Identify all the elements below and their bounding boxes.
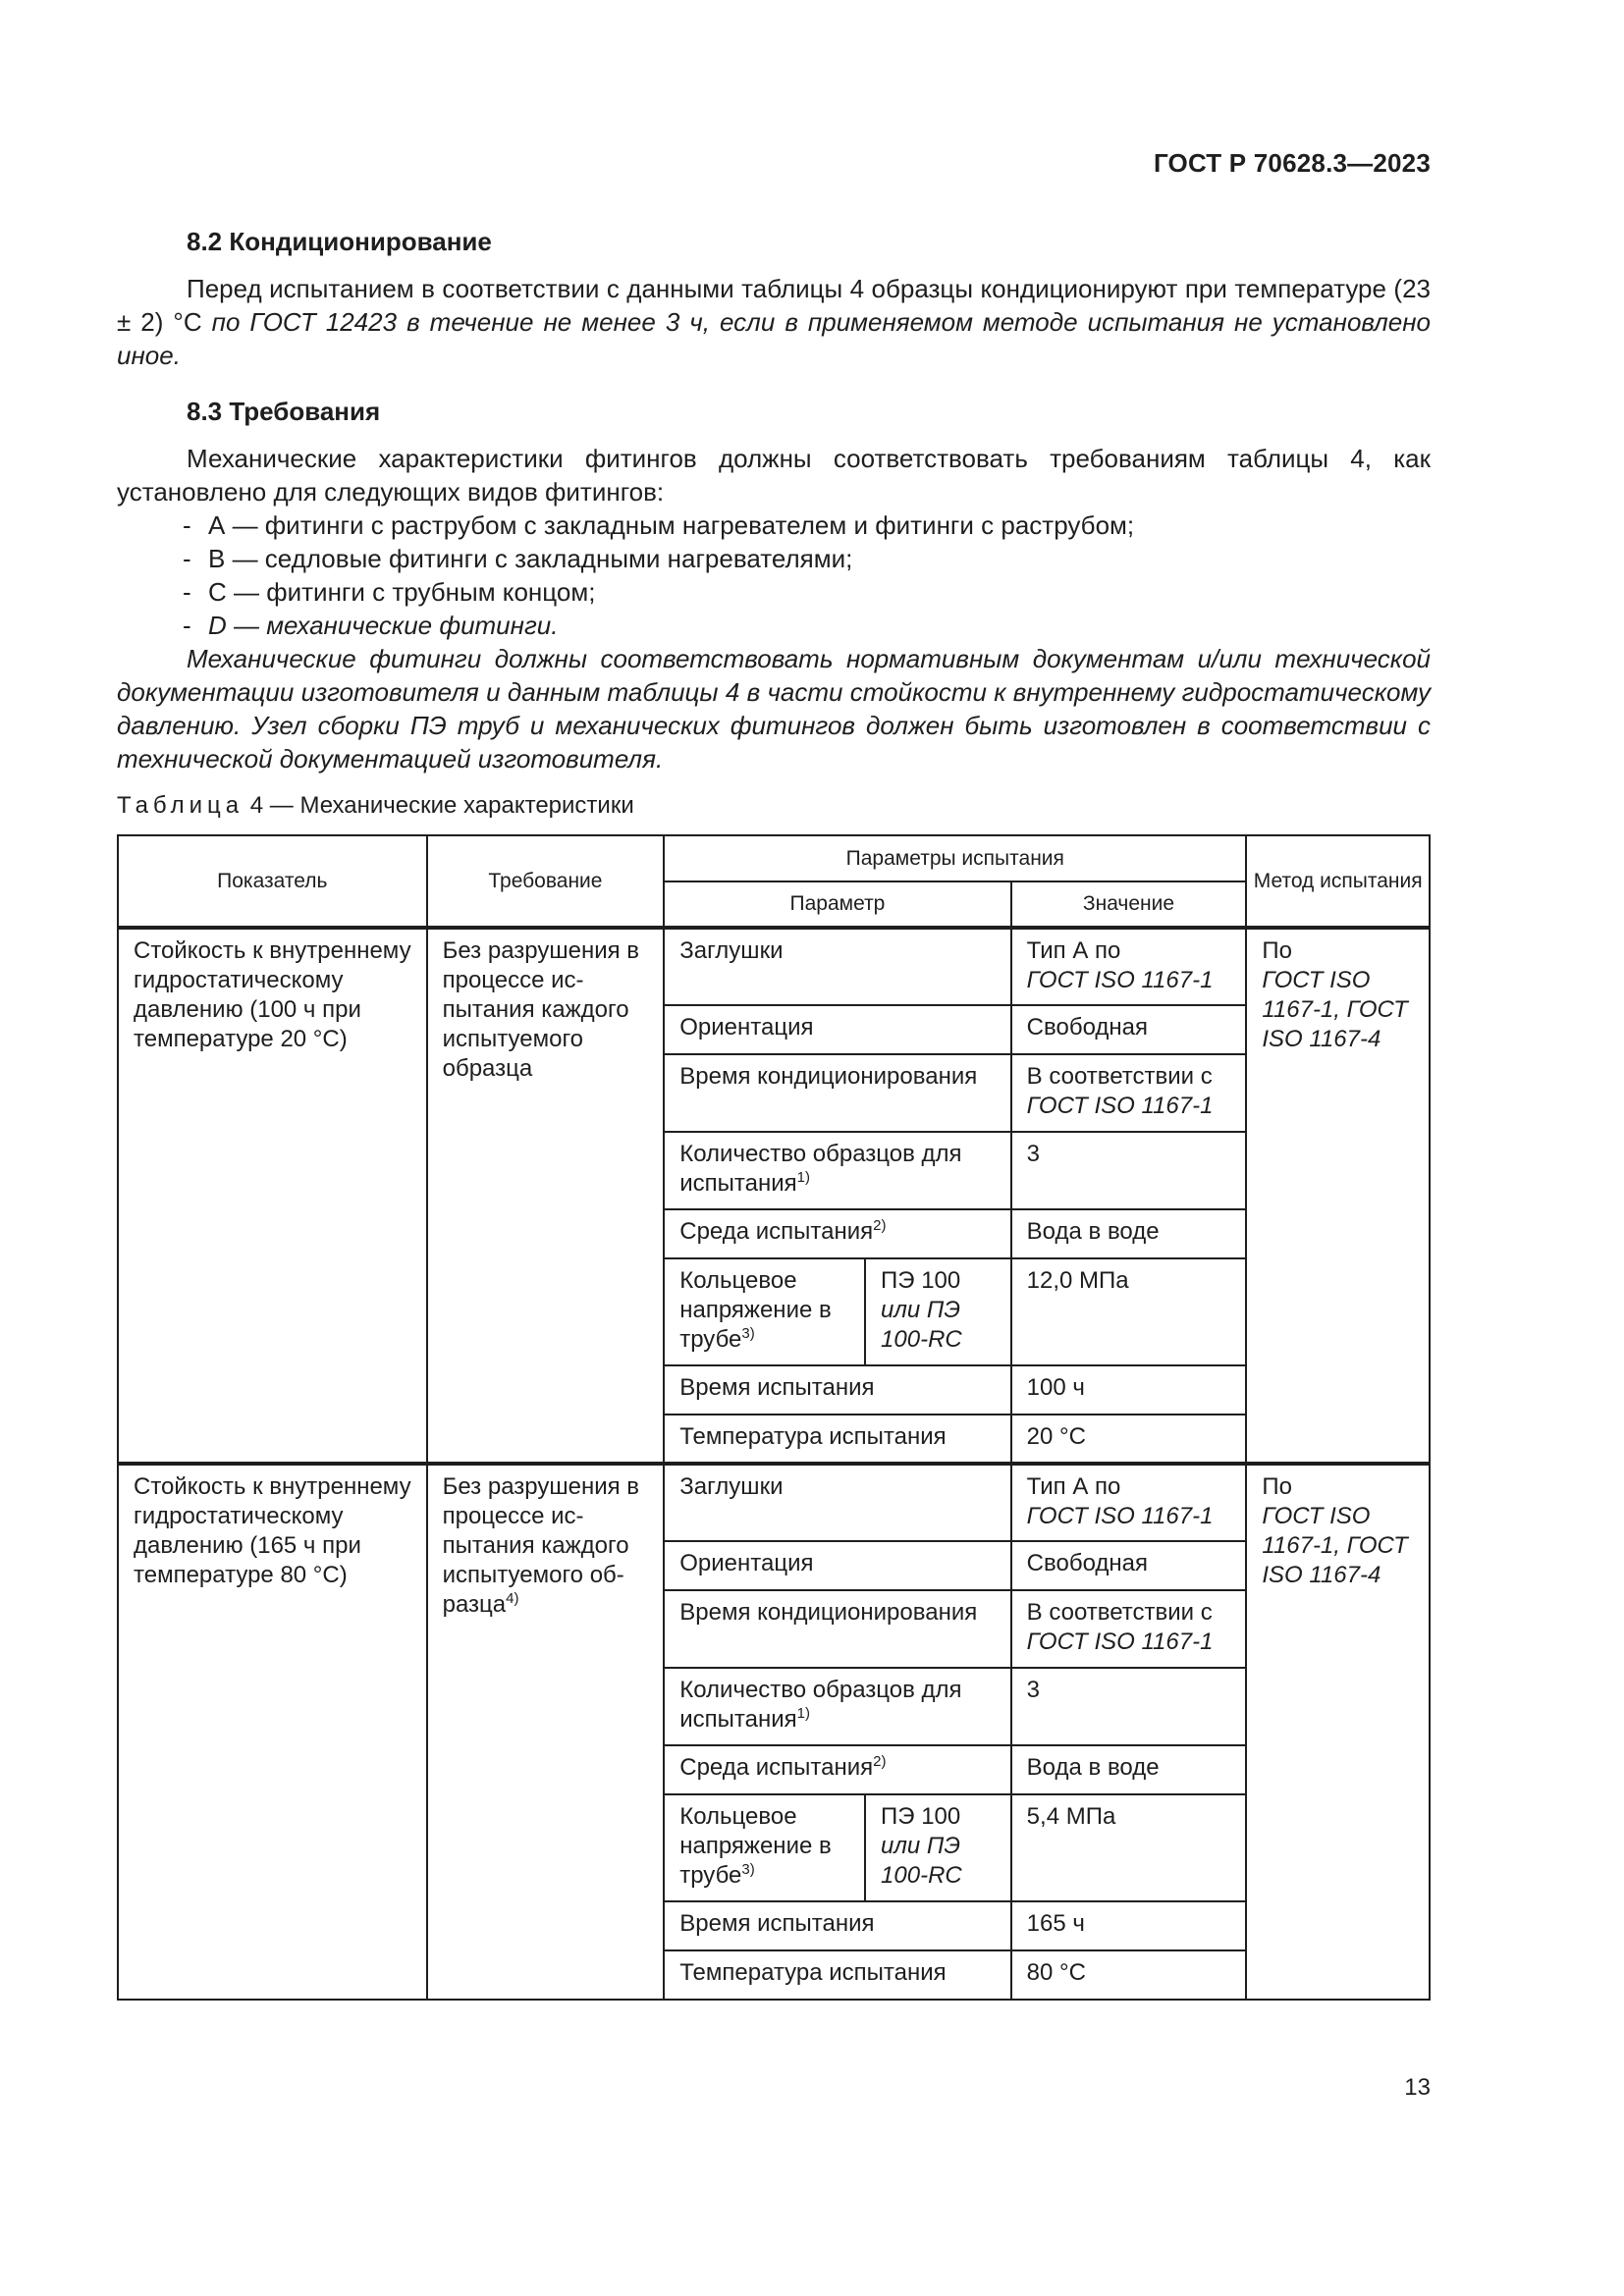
requirement-text: Без разрушения в процессе испытания каждого испытуемого образца (442, 1473, 640, 1618)
param-test-time: Время испытания (664, 1365, 1010, 1415)
method-standards: ГОСТ ISO 1167-1, ГОСТ ISO 1167-4 (1262, 1503, 1408, 1588)
conditioning-text: Перед испытанием в соответствии с данными таблицы 4 образцы кондиционируют при температуре (23 ± 2) °С (117, 274, 1431, 337)
list-item (117, 542, 1431, 575)
param-test-temperature: Температура испытания (664, 1950, 1010, 2000)
header-requirement: Требование (427, 835, 665, 928)
param-test-medium-label: Среда испытания (679, 1754, 874, 1781)
list-item (117, 609, 1431, 642)
value-test-medium: Вода в воде (1011, 1745, 1247, 1794)
param-test-medium (664, 1745, 1010, 1794)
list-item-text: С — фитинги с трубным концом; (208, 577, 596, 607)
test-medium-footnote: 2) (873, 1753, 887, 1770)
sample-count-footnote: 1) (796, 1705, 810, 1722)
param-hoop-stress (664, 1258, 865, 1365)
section-8-2-title: 8.2 Кондиционирование (187, 227, 492, 256)
material-italic: или ПЭ 100-RC (881, 1833, 962, 1889)
indicator-cell: Стойкость к внутреннему гидростатическому давлению (165 ч при температуре 80 °С) (118, 1464, 427, 2000)
param-conditioning-time: Время кондиционирования (664, 1590, 1010, 1668)
value-test-medium: Вода в воде (1011, 1209, 1247, 1258)
value-sample-count: 3 (1011, 1668, 1247, 1745)
list-item-text: А — фитинги с раструбом с закладным нагревателем и фитинги с раструбом; (208, 510, 1135, 540)
value-caps (1011, 1464, 1247, 1541)
material-italic: или ПЭ 100-RC (881, 1297, 962, 1353)
value-conditioning-ref: ГОСТ ISO 1167-1 (1026, 1629, 1214, 1655)
param-hoop-stress-label: Кольцевое напряжение в трубе (679, 1267, 832, 1353)
value-conditioning-time (1011, 1054, 1247, 1132)
section-8-3-title: 8.3 Требования (187, 397, 381, 426)
value-caps-prefix: Тип А по (1026, 937, 1121, 964)
list-dash: - (183, 611, 191, 640)
sample-count-footnote: 1) (796, 1169, 810, 1186)
value-orientation: Свободная (1011, 1005, 1247, 1054)
hoop-stress-footnote: 3) (741, 1325, 755, 1342)
hoop-stress-footnote: 3) (741, 1861, 755, 1878)
table-row (118, 928, 1430, 1005)
param-orientation: Ориентация (664, 1541, 1010, 1590)
value-sample-count: 3 (1011, 1132, 1247, 1209)
table-caption-title: 4 — Механические характеристики (244, 792, 634, 819)
header-value: Значение (1011, 881, 1247, 928)
param-test-medium (664, 1209, 1010, 1258)
header-method: Метод испытания (1246, 835, 1430, 928)
document-code: ГОСТ Р 70628.3—2023 (1153, 148, 1431, 178)
test-medium-footnote: 2) (873, 1217, 887, 1234)
param-orientation: Ориентация (664, 1005, 1010, 1054)
param-caps: Заглушки (664, 1464, 1010, 1541)
header-parameter: Параметр (664, 881, 1010, 928)
param-test-temperature: Температура испытания (664, 1415, 1010, 1464)
method-cell (1246, 928, 1430, 1464)
table-caption (117, 792, 634, 820)
param-test-medium-label: Среда испытания (679, 1218, 874, 1245)
param-conditioning-time: Время кондиционирования (664, 1054, 1010, 1132)
requirement-text: Без разрушения в процессе испытания каждого испытуемого образца (442, 937, 640, 1082)
requirement-footnote: 4) (506, 1590, 519, 1607)
list-item-text: В — седловые фитинги с закладными нагревателями; (208, 544, 853, 573)
value-test-time: 165 ч (1011, 1901, 1247, 1950)
param-sample-count (664, 1668, 1010, 1745)
header-test-params: Параметры испытания (664, 835, 1246, 881)
value-conditioning-prefix: В соответствии с (1026, 1063, 1213, 1090)
value-test-temperature: 20 °С (1011, 1415, 1247, 1464)
method-cell (1246, 1464, 1430, 2000)
value-caps-prefix: Тип А по (1026, 1473, 1121, 1500)
list-dash: - (183, 510, 191, 540)
header-indicator: Показатель (118, 835, 427, 928)
list-dash: - (183, 577, 191, 607)
section-8-3 (117, 395, 1431, 775)
method-prefix: По (1262, 1473, 1292, 1500)
param-hoop-stress-label: Кольцевое напряжение в трубе (679, 1803, 832, 1889)
table-caption-word: Таблица (117, 792, 244, 819)
conditioning-text-italic: по ГОСТ 12423 в течение не менее 3 ч, если в применяемом методе испытания не установлено иное. (117, 307, 1431, 370)
param-hoop-stress (664, 1794, 865, 1901)
mechanical-properties-table (117, 834, 1431, 2001)
param-material (865, 1258, 1011, 1365)
value-caps-ref: ГОСТ ISO 1167-1 (1026, 967, 1214, 993)
value-hoop-stress: 12,0 МПа (1011, 1258, 1247, 1365)
param-caps: Заглушки (664, 928, 1010, 1005)
param-sample-count-label: Количество образцов для испытания (679, 1677, 962, 1733)
section-8-3-paragraph: Механические характеристики фитингов должны соответствовать требованиям таблицы 4, как установлено для следующих видов фитингов: (117, 444, 1431, 507)
material-normal: ПЭ 100 (881, 1803, 961, 1830)
mechanical-fittings-paragraph: Механические фитинги должны соответствовать нормативным документам и/или технической документации изготовителя и данным таблицы 4 в части стойкости к внутреннему гидростатическому давлению. Узел сборки ПЭ труб и механических фитингов должен быть изготовлен в соответствии с технической документацией изготовителя. (117, 644, 1431, 774)
section-8-2-paragraph (117, 272, 1431, 372)
method-standards: ГОСТ ISO 1167-1, ГОСТ ISO 1167-4 (1262, 967, 1408, 1052)
list-dash: - (183, 544, 191, 573)
value-orientation: Свободная (1011, 1541, 1247, 1590)
section-8-2 (117, 225, 1431, 372)
param-sample-count (664, 1132, 1010, 1209)
requirement-cell (427, 1464, 665, 2000)
list-item (117, 508, 1431, 542)
list-item (117, 575, 1431, 609)
indicator-cell: Стойкость к внутреннему гидростатическому давлению (100 ч при температуре 20 °С) (118, 928, 427, 1464)
requirement-cell (427, 928, 665, 1464)
value-test-time: 100 ч (1011, 1365, 1247, 1415)
value-caps-ref: ГОСТ ISO 1167-1 (1026, 1503, 1214, 1529)
param-test-time: Время испытания (664, 1901, 1010, 1950)
table-row (118, 1464, 1430, 1541)
page-number: 13 (1404, 2074, 1431, 2101)
value-hoop-stress: 5,4 МПа (1011, 1794, 1247, 1901)
method-prefix: По (1262, 937, 1292, 964)
param-sample-count-label: Количество образцов для испытания (679, 1141, 962, 1197)
value-conditioning-time (1011, 1590, 1247, 1668)
fitting-types-list (117, 508, 1431, 642)
value-caps (1011, 928, 1247, 1005)
material-normal: ПЭ 100 (881, 1267, 961, 1294)
value-conditioning-prefix: В соответствии с (1026, 1599, 1213, 1626)
value-test-temperature: 80 °С (1011, 1950, 1247, 2000)
value-conditioning-ref: ГОСТ ISO 1167-1 (1026, 1093, 1214, 1119)
list-item-text: D — механические фитинги. (208, 611, 559, 640)
param-material (865, 1794, 1011, 1901)
